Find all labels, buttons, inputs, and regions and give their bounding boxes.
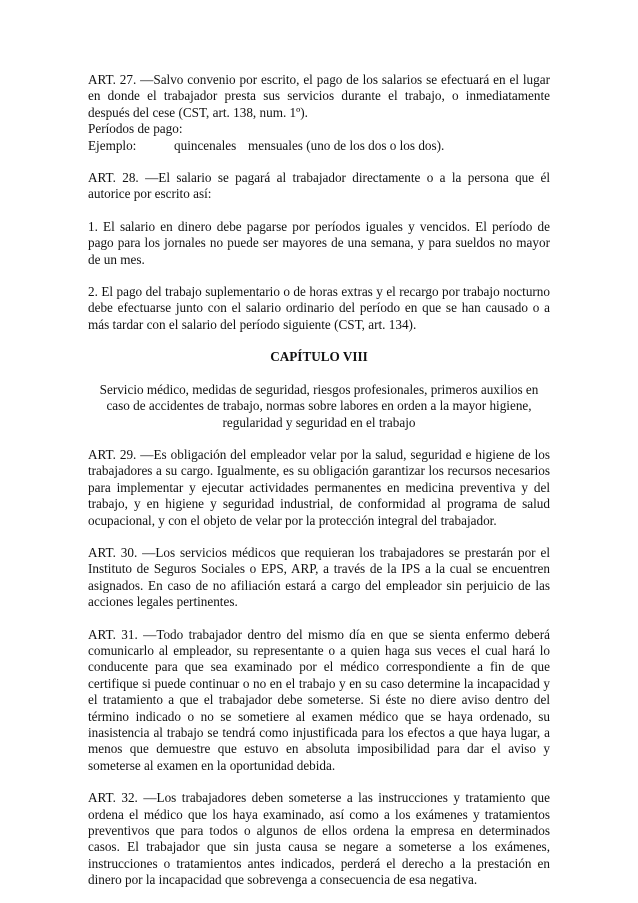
art28-item-1: 1. El salario en dinero debe pagarse por períodos iguales y vencidos. El período de pago para los jornales no puede ser mayores de una semana, y para sueldos no mayor de un mes. <box>88 218 550 267</box>
example-option-2: mensuales (uno de los dos o los dos). <box>248 137 445 153</box>
art27-periods-label: Períodos de pago: <box>88 121 183 137</box>
art28-intro: ART. 28. —El salario se pagará al trabajador directamente o a la persona que él autorice por escrito así: <box>88 170 550 202</box>
chapter-subtitle: Servicio médico, medidas de seguridad, riesgos profesionales, primeros auxilios en caso de accidentes de trabajo, normas sobre labores en orden a la mayor higiene, regularidad y seguridad en el trabajo <box>99 381 539 430</box>
art27-paragraph: ART. 27. —Salvo convenio por escrito, el pago de los salarios se efectuará en el lugar en donde el trabajador presta sus servicios durante el trabajo, o inmediatamente después del cese (CST, art. 138, num. 1º). <box>88 72 550 120</box>
art28-item-2: 2. El pago del trabajo suplementario o de horas extras y el recargo por trabajo nocturno debe efectuarse junto con el salario ordinario del período en que se han causado o a más tardar con el salario del período siguiente (CST, art. 134). <box>88 284 550 332</box>
art30-paragraph: ART. 30. —Los servicios médicos que requieran los trabajadores se prestarán por el Instituto de Seguros Sociales o EPS, ARP, a través de la IPS a la cual se encuentren asignados. En caso de no afiliación estará a cargo del empleador sin perjuicio de las acciones legales pertinentes. <box>88 544 550 610</box>
art31-paragraph: ART. 31. —Todo trabajador dentro del mismo día en que se sienta enfermo deberá comunicarlo al empleador, su representante o a quien haga sus veces el cual hará lo conducente para que sea examinado por el médico correspondiente a fin de que certifique si puede continuar o no en el trabajo y en su caso determine la incapacidad y el tratamiento a que el trabajador debe someterse. Si éste no diere aviso dentro del término indicado o no se sometiere al examen médico que se haya ordenado, su inasistencia al trabajo se tendrá como injustificada para los efectos a que haya lugar, a menos que demuestre que estuvo en absoluta imposibilidad para dar el aviso y someterse al examen en la oportunidad debida. <box>88 626 550 773</box>
art27-example-row <box>88 138 550 154</box>
example-label: Ejemplo: <box>88 137 137 153</box>
chapter-title: CAPÍTULO VIII <box>270 349 368 365</box>
document-page <box>88 72 550 889</box>
art32-paragraph: ART. 32. —Los trabajadores deben someterse a las instrucciones y tratamiento que ordena el médico que los haya examinado, así como a los exámenes y tratamientos preventivos que para todos o algunos de ellos ordena la empresa en determinados casos. El trabajador que sin justa causa se negare a someterse a los exámenes, instrucciones o tratamientos antes indicados, perderá el derecho a la prestación en dinero por la incapacidad que sobrevenga a consecuencia de esa negativa. <box>88 790 550 888</box>
art29-paragraph: ART. 29. —Es obligación del empleador velar por la salud, seguridad e higiene de los trabajadores a su cargo. Igualmente, es su obligación garantizar los recursos necesarios para implementar y ejecutar actividades permanentes en medicina preventiva y del trabajo, y en higiene y seguridad industrial, de conformidad al programa de salud ocupacional, y con el objeto de velar por la protección integral del trabajador. <box>88 446 550 528</box>
example-option-1: quincenales <box>174 137 237 153</box>
